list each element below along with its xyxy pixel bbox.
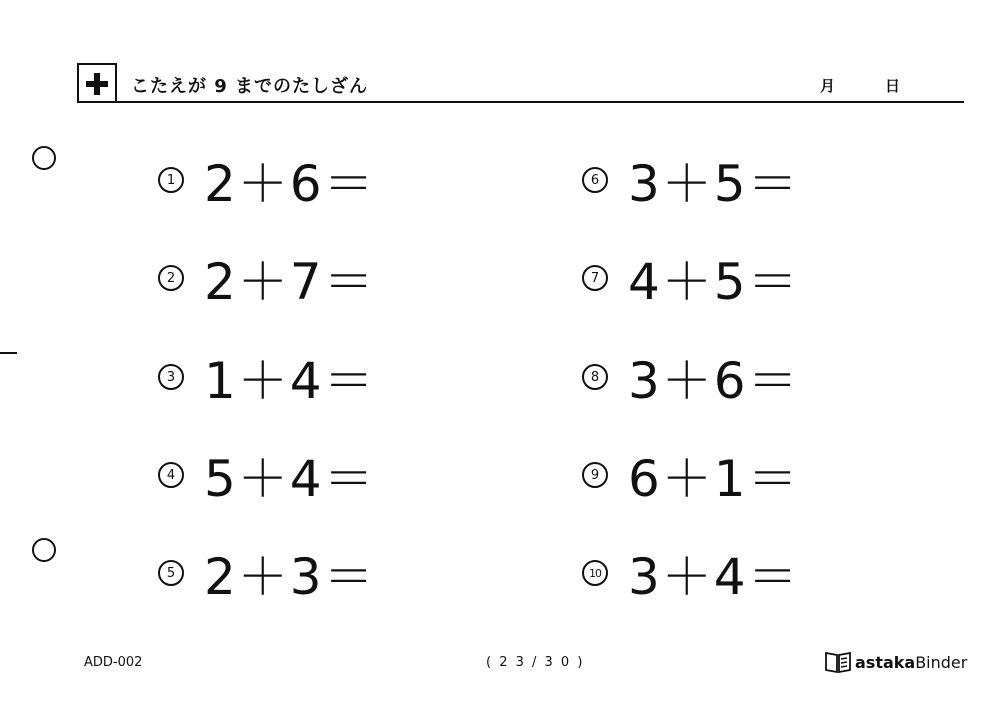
- problem-expression: 3＋5＝: [628, 155, 800, 213]
- center-mark: [0, 352, 17, 354]
- problem-expression: 2＋3＝: [204, 548, 376, 606]
- problem-1: [158, 150, 376, 213]
- problem-number: 7: [582, 265, 608, 291]
- problem-expression: 6＋1＝: [628, 450, 800, 508]
- problem-number: 3: [158, 364, 184, 390]
- problem-4: [158, 445, 376, 508]
- day-label: 日: [885, 77, 901, 95]
- problem-number: 6: [582, 167, 608, 193]
- problem-5: [158, 543, 376, 606]
- page-indicator: ( 2 3 / 3 0 ): [486, 655, 585, 670]
- problem-7: [582, 248, 800, 311]
- month-label: 月: [820, 77, 836, 95]
- problem-expression: 3＋6＝: [628, 352, 800, 410]
- problem-expression: 2＋6＝: [204, 155, 376, 213]
- problem-number: 4: [158, 462, 184, 488]
- binder-hole-top: [32, 146, 56, 170]
- problem-10: [582, 543, 800, 606]
- problem-number: 10: [582, 560, 608, 586]
- problem-2: [158, 248, 376, 311]
- problem-8: [582, 347, 800, 410]
- problem-expression: 2＋7＝: [204, 253, 376, 311]
- brand-name-b: Binder: [915, 652, 968, 672]
- problem-expression: 1＋4＝: [204, 352, 376, 410]
- problem-expression: 3＋4＝: [628, 548, 800, 606]
- problem-number: 9: [582, 462, 608, 488]
- page-title: こたえが 9 までのたしざん: [131, 76, 369, 97]
- problem-9: [582, 445, 800, 508]
- problem-expression: 5＋4＝: [204, 450, 376, 508]
- problem-number: 5: [158, 560, 184, 586]
- plus-icon: [77, 63, 117, 103]
- worksheet-code: ADD-002: [84, 655, 143, 670]
- binder-hole-bottom: [32, 538, 56, 562]
- brand-logo: [825, 648, 967, 676]
- problem-6: [582, 150, 800, 213]
- problem-number: 2: [158, 265, 184, 291]
- book-icon: [825, 651, 851, 673]
- problem-expression: 4＋5＝: [628, 253, 800, 311]
- problem-3: [158, 347, 376, 410]
- problem-number: 8: [582, 364, 608, 390]
- header-rule: [77, 101, 964, 103]
- worksheet-header: [77, 63, 964, 103]
- problem-number: 1: [158, 167, 184, 193]
- brand-name-a: astaka: [855, 652, 916, 672]
